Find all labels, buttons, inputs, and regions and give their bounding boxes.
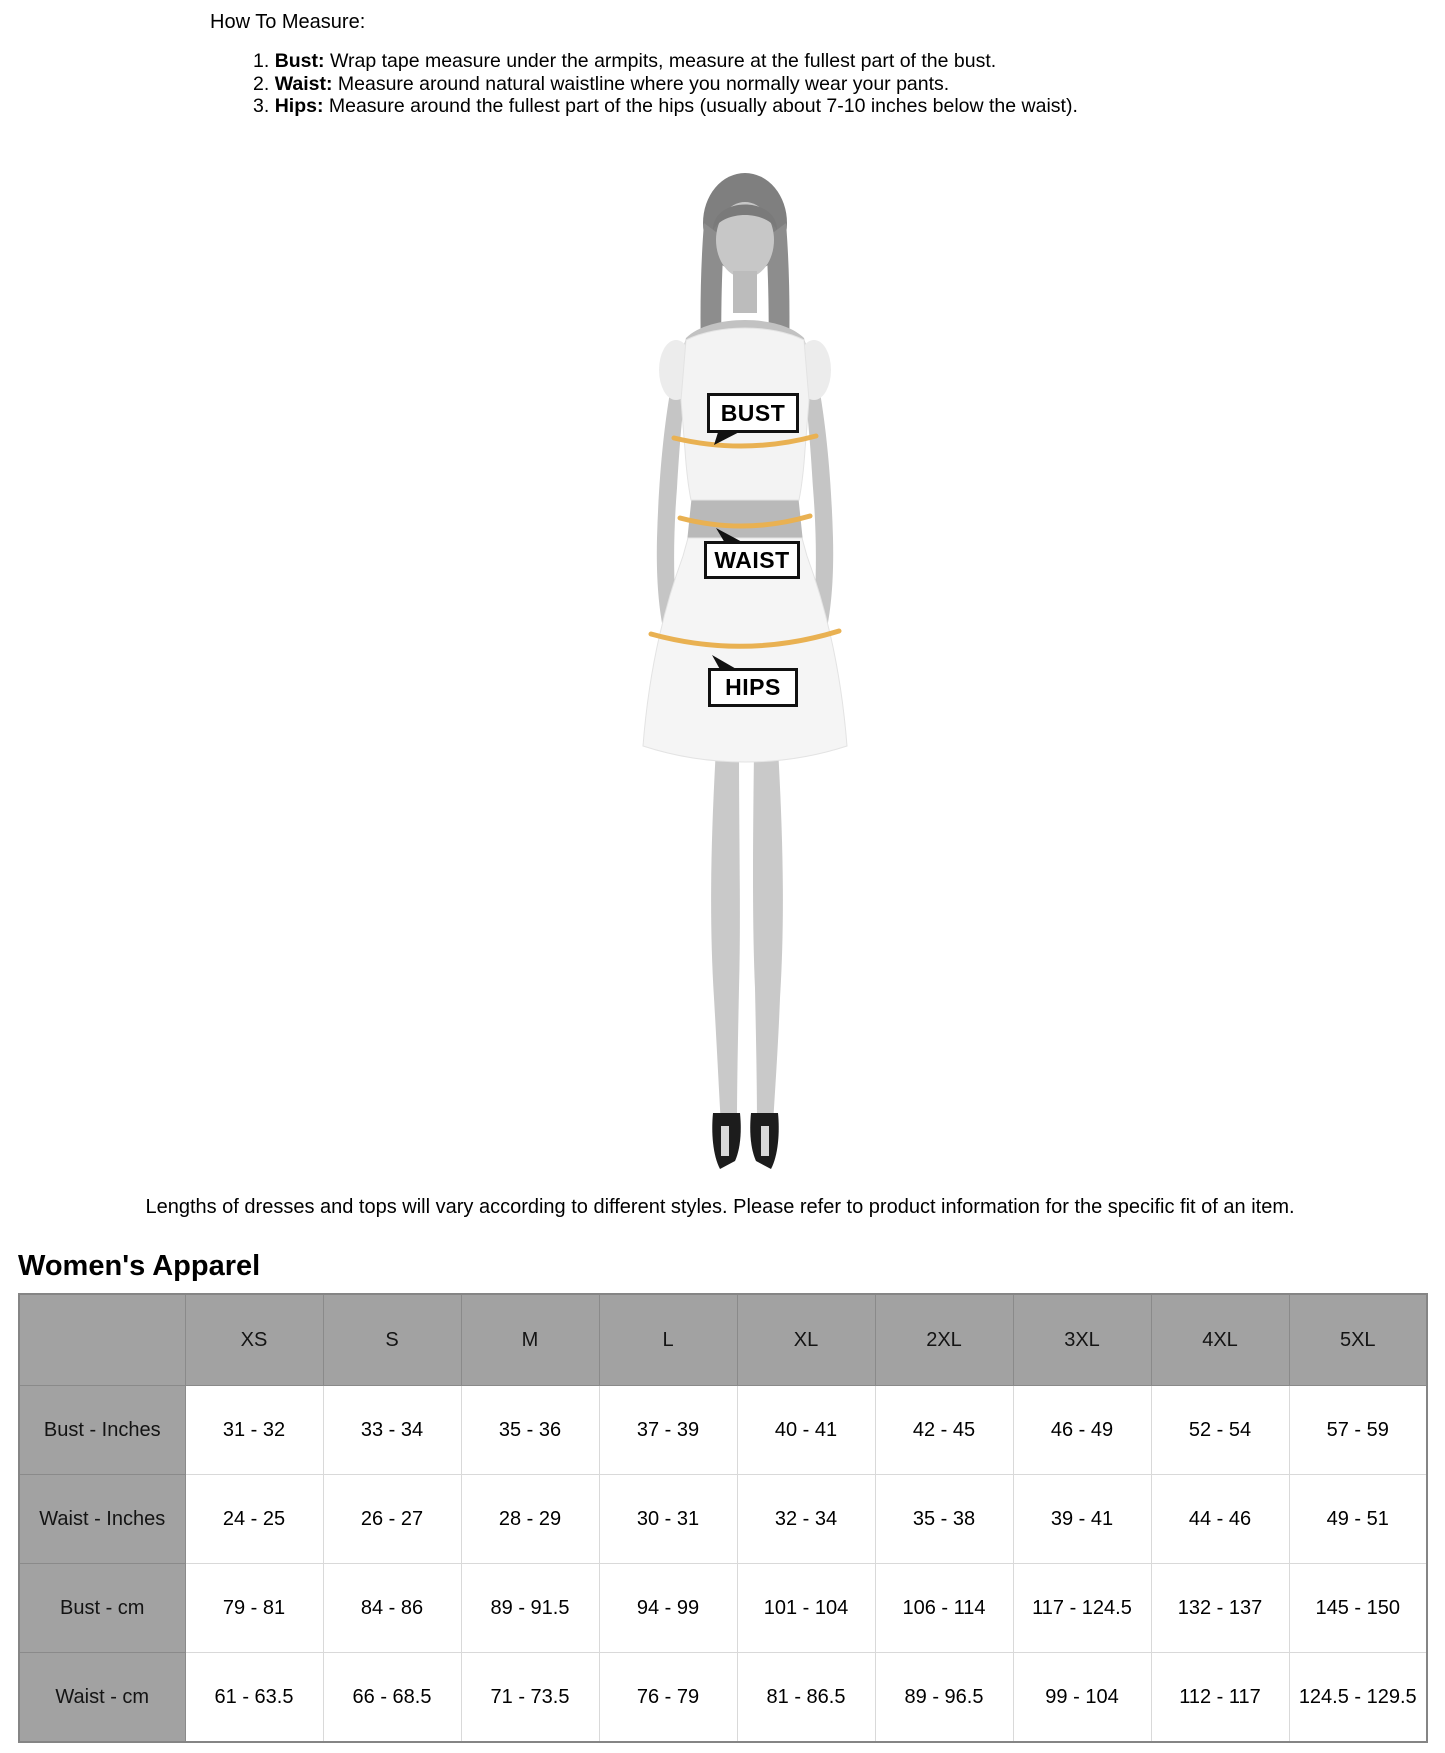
model-figure-illustration [580,138,900,1173]
measure-step-hips [253,95,1078,118]
waist-label: WAIST [704,541,800,579]
left-leg [711,748,740,1126]
size-table-row [19,1653,1427,1743]
size-column-header: S [323,1294,461,1386]
step-text: Measure around the fullest part of the hips (usually about 7-10 inches below the waist). [328,95,1078,117]
fit-note: Lengths of dresses and tops will vary according to different styles. Please refer to product information for the specific fit of an item. [145,1196,1295,1218]
size-value-cell: 31 - 32 [185,1386,323,1475]
size-table-header [19,1294,1427,1386]
size-value-cell: 57 - 59 [1289,1386,1427,1475]
step-text: Measure around natural waistline where you normally wear your pants. [337,72,950,95]
step-number: 3. [253,95,270,117]
size-value-cell: 81 - 86.5 [737,1653,875,1743]
size-value-cell: 37 - 39 [599,1386,737,1475]
size-value-cell: 24 - 25 [185,1475,323,1564]
size-table-row [19,1386,1427,1475]
step-label: Waist: [274,72,333,95]
size-chart-title: Women's Apparel [18,1250,261,1282]
size-value-cell: 28 - 29 [461,1475,599,1564]
size-value-cell: 84 - 86 [323,1564,461,1653]
size-row-label: Bust - cm [19,1564,185,1653]
right-leg [753,748,783,1126]
step-number: 1. [253,50,270,72]
midriff [687,494,803,542]
size-value-cell: 117 - 124.5 [1013,1564,1151,1653]
size-table-corner-cell [19,1294,185,1386]
size-value-cell: 61 - 63.5 [185,1653,323,1743]
size-value-cell: 112 - 117 [1151,1653,1289,1743]
size-value-cell: 94 - 99 [599,1564,737,1653]
size-value-cell: 89 - 91.5 [461,1564,599,1653]
neck [733,271,757,313]
size-value-cell: 46 - 49 [1013,1386,1151,1475]
measure-steps-list [253,50,1078,118]
size-table-body [19,1386,1427,1743]
size-value-cell: 66 - 68.5 [323,1653,461,1743]
size-value-cell: 32 - 34 [737,1475,875,1564]
bust-label: BUST [707,393,799,433]
size-column-header: 4XL [1151,1294,1289,1386]
step-label: Hips: [274,95,324,117]
size-column-header: XL [737,1294,875,1386]
hips-label: HIPS [708,668,798,707]
size-value-cell: 42 - 45 [875,1386,1013,1475]
size-table-row [19,1475,1427,1564]
step-number: 2. [253,72,270,95]
measure-step-bust [253,50,1078,73]
size-value-cell: 30 - 31 [599,1475,737,1564]
size-value-cell: 35 - 36 [461,1386,599,1475]
size-value-cell: 49 - 51 [1289,1475,1427,1564]
size-value-cell: 89 - 96.5 [875,1653,1013,1743]
size-value-cell: 39 - 41 [1013,1475,1151,1564]
size-value-cell: 124.5 - 129.5 [1289,1653,1427,1743]
step-label: Bust: [274,50,325,72]
size-column-header: M [461,1294,599,1386]
size-value-cell: 132 - 137 [1151,1564,1289,1653]
size-value-cell: 145 - 150 [1289,1564,1427,1653]
step-text: Wrap tape measure under the armpits, measure at the fullest part of the bust. [329,50,997,72]
size-value-cell: 52 - 54 [1151,1386,1289,1475]
size-chart [18,1293,1428,1743]
size-column-header: 5XL [1289,1294,1427,1386]
size-value-cell: 33 - 34 [323,1386,461,1475]
how-to-measure-title: How To Measure: [210,11,366,33]
size-value-cell: 71 - 73.5 [461,1653,599,1743]
size-column-header: 3XL [1013,1294,1151,1386]
size-column-header: XS [185,1294,323,1386]
size-value-cell: 101 - 104 [737,1564,875,1653]
size-value-cell: 35 - 38 [875,1475,1013,1564]
size-row-label: Waist - cm [19,1653,185,1743]
size-value-cell: 26 - 27 [323,1475,461,1564]
size-column-header: L [599,1294,737,1386]
size-value-cell: 106 - 114 [875,1564,1013,1653]
size-value-cell: 76 - 79 [599,1653,737,1743]
measure-step-waist [253,73,1078,96]
size-column-header: 2XL [875,1294,1013,1386]
size-table [18,1293,1428,1743]
size-value-cell: 79 - 81 [185,1564,323,1653]
model-photo [580,138,900,1173]
size-value-cell: 44 - 46 [1151,1475,1289,1564]
size-value-cell: 40 - 41 [737,1386,875,1475]
size-row-label: Waist - Inches [19,1475,185,1564]
size-row-label: Bust - Inches [19,1386,185,1475]
size-value-cell: 99 - 104 [1013,1653,1151,1743]
size-table-row [19,1564,1427,1653]
